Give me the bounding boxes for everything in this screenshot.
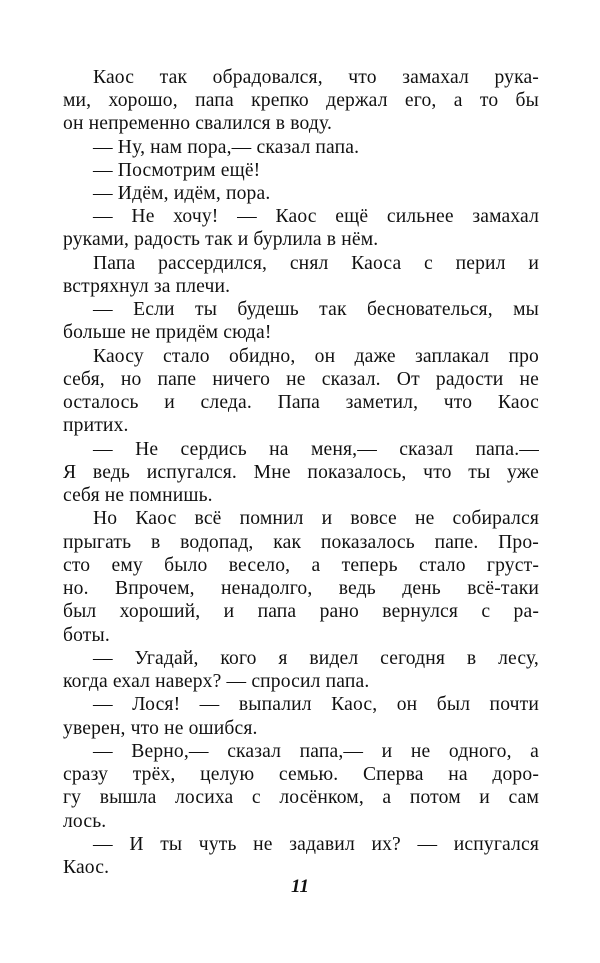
- text-line: — Угадай, кого я видел сегодня в лесу,: [93, 648, 539, 669]
- text-line: Каос так обрадовался, что замахал рука-: [93, 67, 539, 88]
- text-line: сто ему было весело, а теперь стало груст-: [63, 555, 539, 576]
- text-line: он непременно свалился в воду.: [63, 113, 333, 134]
- text-line: — Ну, нам пора,— сказал папа.: [93, 137, 360, 158]
- text-line: — Не сердись на меня,— сказал папа.—: [93, 439, 539, 460]
- page-number: 11: [291, 876, 309, 897]
- text-line: лось.: [63, 811, 107, 832]
- text-line: — Верно,— сказал папа,— и не одного, а: [93, 741, 539, 762]
- text-line: но. Впрочем, ненадолго, ведь день всё-таки: [63, 578, 539, 599]
- text-line: встряхнул за плечи.: [63, 276, 231, 297]
- text-line: — Лося! — выпалил Каос, он был почти: [93, 694, 539, 715]
- text-line: — Посмотрим ещё!: [93, 160, 261, 181]
- text-line: — Если ты будешь так беснователься, мы: [93, 299, 539, 320]
- text-line: Но Каос всё помнил и вовсе не собирался: [93, 508, 539, 529]
- text-line: Каосу стало обидно, он даже заплакал про: [93, 346, 539, 367]
- text-line: гу вышла лосиха с лосёнком, а потом и сам: [63, 787, 539, 808]
- text-line: руками, радость так и бурлила в нём.: [63, 229, 379, 250]
- text-line: когда ехал наверх? — спросил папа.: [63, 671, 370, 692]
- text-line: прыгать в водопад, как показалось папе. Про-: [63, 532, 539, 553]
- text-line: притих.: [63, 415, 129, 436]
- text-line: — Не хочу! — Каос ещё сильнее замахал: [93, 206, 539, 227]
- text-line: — Идём, идём, пора.: [93, 183, 271, 204]
- text-line: был хороший, и папа рано вернулся с ра-: [63, 601, 539, 622]
- text-line: сразу трёх, целую семью. Сперва на доро-: [63, 764, 539, 785]
- text-line: — И ты чуть не задавил их? — испугался: [93, 834, 539, 855]
- text-line: уверен, что не ошибся.: [63, 718, 258, 739]
- text-line: осталось и следа. Папа заметил, что Каос: [63, 392, 539, 413]
- text-line: боты.: [63, 625, 110, 646]
- text-line: себя не помнишь.: [63, 485, 213, 506]
- text-line: Каос.: [63, 857, 110, 878]
- text-line: Папа рассердился, снял Каоса с перил и: [93, 253, 539, 274]
- text-line: себя, но папе ничего не сказал. От радости не: [63, 369, 539, 390]
- text-line: Я ведь испугался. Мне показалось, что ты уже: [63, 462, 539, 483]
- text-line: больше не придём сюда!: [63, 322, 272, 343]
- text-line: ми, хорошо, папа крепко держал его, а то бы: [63, 90, 539, 111]
